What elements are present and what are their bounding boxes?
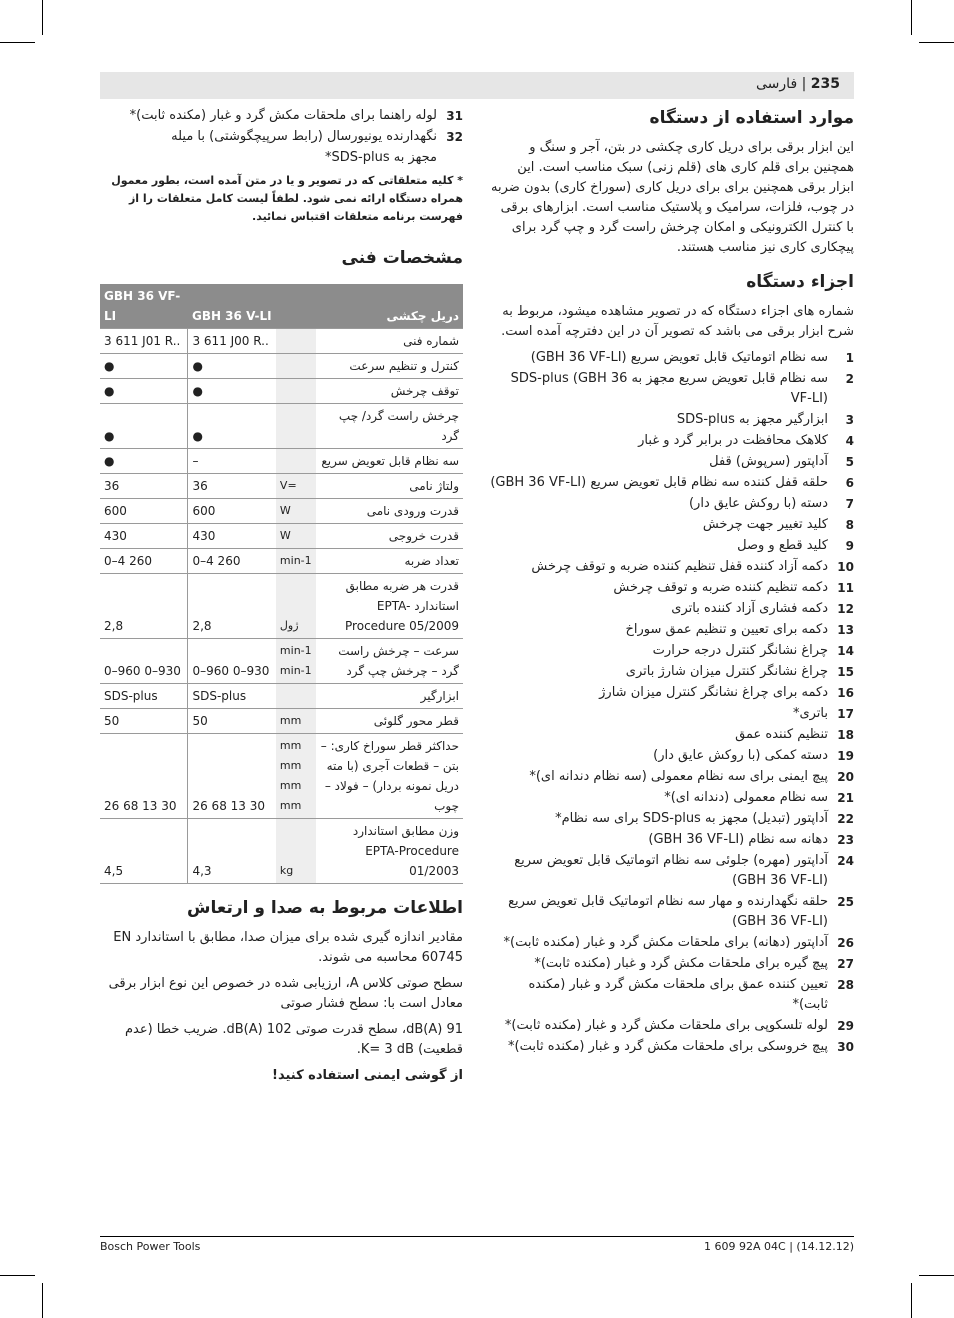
list-item-text: آداپتور (تبدیل) مجهز به SDS-plus برای سه نظام* bbox=[555, 811, 828, 826]
footer-code: 1 609 92A 04C | (14.12.12) bbox=[704, 1240, 854, 1253]
list-item-number: 14 bbox=[837, 644, 854, 658]
list-item-text: لوله تلسکوپی برای ملحقات مکش گرد و غبار (مکنده ثابت)* bbox=[504, 1018, 828, 1033]
specs-cell-lbl: قدرت هر ضربه مطابق استاندارد EPTA-Procedure 05/2009 bbox=[316, 574, 463, 639]
components-heading: اجزاء دستگاه bbox=[746, 272, 854, 292]
list-item-number: 7 bbox=[845, 497, 854, 511]
specs-cell-v2: 430 bbox=[100, 524, 188, 549]
list-item bbox=[490, 536, 854, 556]
list-item-text: سه نظام اتوماتیک قابل تعویض سریع (GBH 36 VF-LI) bbox=[530, 350, 828, 365]
list-item-text: پیچ ایمنی برای سه نظام معمولی (سه نظام دندانه ای)* bbox=[529, 769, 828, 784]
footer-brand: Bosch Power Tools bbox=[100, 1240, 201, 1253]
specs-cell-v2: 600 bbox=[100, 499, 188, 524]
specs-row bbox=[100, 404, 463, 449]
specs-cell-v2: ● bbox=[100, 379, 188, 404]
specs-cell-unit: mm mm mm mm bbox=[276, 734, 316, 819]
specs-cell-v1: ● bbox=[188, 354, 276, 379]
specs-row bbox=[100, 709, 463, 734]
crop-mark bbox=[42, 1283, 43, 1318]
list-item-number: 21 bbox=[837, 791, 854, 805]
list-item-text: چراغ نشانگر کنترل میزان شارژ باتری bbox=[625, 664, 828, 679]
specs-row bbox=[100, 819, 463, 884]
noise-paragraph-1: مقادیر اندازه گیری شده برای میزان صدا، مطابق با استاندارد EN 60745 محاسبه می شوند. bbox=[113, 930, 463, 965]
crop-mark bbox=[919, 42, 954, 43]
list-item-text: پیچ گیره برای ملحقات مکش گرد و غبار (مکنده ثابت)* bbox=[534, 956, 828, 971]
specs-cell-unit bbox=[276, 354, 316, 379]
list-item-number: 24 bbox=[837, 854, 854, 868]
list-item-number: 27 bbox=[837, 957, 854, 971]
specs-cell-lbl: قدرت ورودی نامی bbox=[316, 499, 463, 524]
list-item-text: دکمه آزاد کننده قفل تنظیم کننده ضربه و توقف چرخش bbox=[531, 559, 828, 574]
list-item-text: حلقه قفل کننده سه نظام قابل تعویض سریع (GBH 36 VF-LI) bbox=[490, 475, 828, 490]
specs-cell-lbl: ابزارگیر bbox=[316, 684, 463, 709]
components-intro: شماره های اجزاء دستگاه که در تصویر مشاهده میشود، مربوط به شرح ابزار برقی می باشد که تصویر آن در این دفترچه آمده است. bbox=[501, 304, 854, 339]
specs-cell-unit bbox=[276, 329, 316, 354]
specs-heading: مشخصات فنی bbox=[341, 248, 463, 268]
specs-cell-v2: 26 68 13 30 bbox=[100, 734, 188, 819]
list-item bbox=[490, 452, 854, 472]
specs-header-cell: دریل چکشی bbox=[316, 284, 463, 329]
list-item bbox=[490, 683, 854, 703]
specs-cell-lbl: تعداد ضربه bbox=[316, 549, 463, 574]
specs-cell-unit bbox=[276, 684, 316, 709]
list-item bbox=[490, 746, 854, 766]
specs-cell-v2: 0–960 0–930 bbox=[100, 639, 188, 684]
list-item-number: 25 bbox=[837, 895, 854, 909]
crop-mark bbox=[911, 1283, 912, 1318]
list-item bbox=[490, 557, 854, 577]
specs-cell-v1: 26 68 13 30 bbox=[188, 734, 276, 819]
specs-cell-lbl: شماره فنی bbox=[316, 329, 463, 354]
list-item-number: 18 bbox=[837, 728, 854, 742]
list-item bbox=[490, 954, 854, 974]
specs-cell-lbl: کنترل و تنظیم سرعت bbox=[316, 354, 463, 379]
specs-row bbox=[100, 549, 463, 574]
list-item-text: لوله راهنما برای ملحقات مکش گرد و غبار (مکنده ثابت)* bbox=[129, 108, 437, 123]
list-item-number: 20 bbox=[837, 770, 854, 784]
list-item bbox=[490, 369, 854, 409]
list-item-text: دسته (با روکش عایق دار) bbox=[688, 496, 828, 511]
header-separator: | bbox=[797, 76, 807, 92]
list-item bbox=[490, 473, 854, 493]
intended-use-text: این ابزار برقی برای دریل کاری چکشی در بتن، آجر و سنگ و همچنین برای قلم کاری های (قلم زنی) سبک مناسب است. این ابزار برقی همچنین برای برای دریل کاری (سوراخ کاری) بدون ضربه در چوب، فلزات، سرامیک و پلاستیک مناسب است. ابزارهای برقی با کنترل الکترونیکی و امکان چرخش راست گرد و چپ گرد برای پیچکاری کاری نیز مناسب هستند. bbox=[491, 140, 854, 255]
specs-cell-lbl: توقف چرخش bbox=[316, 379, 463, 404]
specs-row bbox=[100, 474, 463, 499]
list-item bbox=[490, 1037, 854, 1057]
list-item bbox=[490, 830, 854, 850]
specs-cell-v2: ● bbox=[100, 449, 188, 474]
list-item-number: 1 bbox=[845, 351, 854, 365]
specs-cell-unit: ژول bbox=[276, 574, 316, 639]
specs-cell-unit: mm bbox=[276, 709, 316, 734]
list-item-text: دسته کمکی (با روکش عایق دار) bbox=[653, 748, 828, 763]
specs-row bbox=[100, 524, 463, 549]
list-item bbox=[100, 148, 463, 168]
specs-row bbox=[100, 684, 463, 709]
specs-cell-v1: 430 bbox=[188, 524, 276, 549]
specs-cell-v1: – bbox=[188, 449, 276, 474]
specs-cell-v1: 3 611 J00 R.. bbox=[188, 329, 276, 354]
specs-cell-v2: ● bbox=[100, 354, 188, 379]
crop-mark bbox=[919, 1275, 954, 1276]
list-item-text: آداپتور (دهانه) برای ملحقات مکش گرد و غبار (مکنده ثابت)* bbox=[503, 935, 828, 950]
list-item bbox=[490, 662, 854, 682]
crop-mark bbox=[0, 42, 35, 43]
noise-heading: اطلاعات مربوط به صدا و ارتعاش bbox=[187, 898, 463, 918]
specs-cell-lbl: ولتاژ نامی bbox=[316, 474, 463, 499]
list-item-text: تنظیم کننده عمق bbox=[735, 727, 828, 742]
specs-cell-lbl: چرخش راست گرد/ چپ گرد bbox=[316, 404, 463, 449]
list-item-number: 16 bbox=[837, 686, 854, 700]
specs-row bbox=[100, 734, 463, 819]
list-item-text: چراغ نشانگر کنترل درجه حرارت bbox=[652, 643, 828, 658]
specs-cell-v1: 2,8 bbox=[188, 574, 276, 639]
specs-header-row bbox=[100, 284, 463, 329]
list-item bbox=[490, 494, 854, 514]
specs-cell-unit: kg bbox=[276, 819, 316, 884]
specs-cell-unit bbox=[276, 404, 316, 449]
list-item bbox=[490, 975, 854, 1015]
list-item bbox=[490, 725, 854, 745]
list-item bbox=[490, 620, 854, 640]
list-item bbox=[490, 348, 854, 368]
specs-row bbox=[100, 449, 463, 474]
specs-cell-v2: 36 bbox=[100, 474, 188, 499]
page-number: 235 bbox=[810, 76, 840, 92]
components-list bbox=[490, 348, 854, 1057]
specs-cell-v1: 600 bbox=[188, 499, 276, 524]
specs-cell-lbl: سه نظام قابل تعویض سریع bbox=[316, 449, 463, 474]
list-item bbox=[490, 599, 854, 619]
list-item bbox=[490, 578, 854, 598]
list-item-number: 31 bbox=[446, 109, 463, 123]
list-item-number: 22 bbox=[837, 812, 854, 826]
list-item-text: دکمه برای تعیین و تنظیم عمق سوراخ bbox=[625, 622, 828, 637]
footer-rule bbox=[100, 1236, 854, 1237]
specs-row bbox=[100, 379, 463, 404]
list-item bbox=[490, 1016, 854, 1036]
list-item bbox=[490, 767, 854, 787]
list-item-text: آداپتور (مهره) جلوئی سه نظام اتوماتیک قابل تعویض سریع (GBH 36 VF-LI) bbox=[514, 853, 828, 888]
specs-row bbox=[100, 639, 463, 684]
list-item-number: 8 bbox=[845, 518, 854, 532]
list-item-number: 26 bbox=[837, 936, 854, 950]
hearing-protection-warning: از گوشی ایمنی استفاده کنید! bbox=[272, 1068, 463, 1083]
list-item-number: 23 bbox=[837, 833, 854, 847]
list-item-text: دکمه تنظیم کننده ضربه و توقف چرخش bbox=[613, 580, 828, 595]
noise-paragraph-2: سطح صوتی کلاس A، ارزیابی شده در خصوص این نوع ابزار برقی معادل است با: سطح فشار صوتی bbox=[108, 976, 463, 1011]
list-item-text: دکمه برای چراغ نشانگر کنترل میزان شارژ bbox=[599, 685, 828, 700]
specs-cell-v1: 4,3 bbox=[188, 819, 276, 884]
list-item-number: 30 bbox=[837, 1040, 854, 1054]
specs-header-cell: GBH 36 V-LI bbox=[188, 284, 276, 329]
list-item-number: 13 bbox=[837, 623, 854, 637]
list-item bbox=[490, 641, 854, 661]
specs-cell-v2: 50 bbox=[100, 709, 188, 734]
list-item-number: 15 bbox=[837, 665, 854, 679]
right-column bbox=[490, 106, 854, 1058]
noise-paragraph-3: 91 dB(A)، سطح قدرت صوتی 102 dB(A). ضریب خطا (عدم قطعیت) K= 3 dB. bbox=[124, 1022, 463, 1057]
list-item-text: کلید قطع و وصل bbox=[737, 538, 828, 553]
list-item-text: نگهدارنده یونیورسال (رابط سرپیچگوشتی) با میله bbox=[171, 129, 437, 144]
page-header bbox=[100, 72, 854, 99]
list-item-text: ابزارگیر مجهز به SDS-plus bbox=[676, 412, 828, 427]
specs-row bbox=[100, 499, 463, 524]
list-item-text: کلاهک محافظت در برابر گرد و غبار bbox=[638, 433, 828, 448]
list-item-number: 17 bbox=[837, 707, 854, 721]
specs-cell-v2: 4,5 bbox=[100, 819, 188, 884]
specs-cell-unit: W bbox=[276, 524, 316, 549]
list-item-number: 2 bbox=[845, 372, 854, 386]
specs-table bbox=[100, 284, 463, 884]
list-item-number: 11 bbox=[837, 581, 854, 595]
list-item-number: 4 bbox=[845, 434, 854, 448]
specs-cell-unit: min-1 bbox=[276, 549, 316, 574]
specs-cell-lbl: سرعت – چرخش راست گرد – چرخش چپ گرد bbox=[316, 639, 463, 684]
specs-cell-unit bbox=[276, 379, 316, 404]
specs-row bbox=[100, 574, 463, 639]
specs-cell-v2: 2,8 bbox=[100, 574, 188, 639]
list-item-text: دکمه فشاری آزاد کننده باتری bbox=[671, 601, 828, 616]
list-item-text: آداپتور (سرپوش) قفل bbox=[709, 454, 828, 469]
crop-mark bbox=[911, 0, 912, 35]
specs-cell-lbl: حداکثر قطر سوراخ کاری: – بتن – قطعات آجری (با مته دریل نمونه بردار) – فولاد – چوب bbox=[316, 734, 463, 819]
list-item-number: 28 bbox=[837, 978, 854, 992]
list-item-number: 5 bbox=[845, 455, 854, 469]
list-item bbox=[100, 127, 463, 147]
list-item-text: سه نظام معمولی (دندانه ای)* bbox=[664, 790, 828, 805]
specs-cell-lbl: وزن مطابق استاندارد EPTA-Procedure 01/2003 bbox=[316, 819, 463, 884]
specs-header-cell bbox=[276, 284, 316, 329]
specs-cell-unit bbox=[276, 449, 316, 474]
left-column bbox=[100, 106, 463, 1092]
crop-mark bbox=[42, 0, 43, 35]
list-item-number: 9 bbox=[845, 539, 854, 553]
components-list-continued bbox=[100, 106, 463, 168]
list-item bbox=[490, 431, 854, 451]
list-item-text: کلید تغییر جهت چرخش bbox=[702, 517, 828, 532]
list-item bbox=[490, 809, 854, 829]
accessories-note: * کلیه متعلقاتی که در تصویر و یا در متن آمده است، بطور معمول همراه دستگاه ارائه نمی شود. لطفاً لیست کامل متعلقات را از فهرست برنامه متعلقات اقتباس نمائید. bbox=[111, 174, 463, 223]
list-item-number: 10 bbox=[837, 560, 854, 574]
specs-cell-unit: W bbox=[276, 499, 316, 524]
list-item bbox=[490, 515, 854, 535]
specs-header-cell: GBH 36 VF-LI bbox=[100, 284, 188, 329]
list-item bbox=[490, 704, 854, 724]
list-item-number bbox=[437, 148, 463, 168]
specs-cell-lbl: قطر محور گلوئی bbox=[316, 709, 463, 734]
specs-cell-v2: 0–4 260 bbox=[100, 549, 188, 574]
page-language: فارسی bbox=[756, 76, 798, 92]
crop-mark bbox=[0, 1275, 35, 1276]
specs-cell-unit: V= bbox=[276, 474, 316, 499]
list-item bbox=[490, 410, 854, 430]
specs-cell-v1: 50 bbox=[188, 709, 276, 734]
list-item-text: دهانه سه نظام (GBH 36 VF-LI) bbox=[648, 832, 828, 847]
specs-cell-unit: min-1 min-1 bbox=[276, 639, 316, 684]
list-item-text: حلقه نگهدارنده و مهار سه نظام اتوماتیک قابل تعویض سریع (GBH 36 VF-LI) bbox=[508, 894, 828, 929]
specs-row bbox=[100, 354, 463, 379]
specs-cell-v2: SDS-plus bbox=[100, 684, 188, 709]
list-item-number: 12 bbox=[837, 602, 854, 616]
specs-cell-v1: ● bbox=[188, 379, 276, 404]
list-item-text: مجهز به SDS-plus* bbox=[325, 150, 437, 165]
list-item-text: پیچ خروسکی برای ملحقات مکش گرد و غبار (مکنده ثابت)* bbox=[508, 1039, 828, 1054]
list-item-text: تعیین کننده عمق برای ملحقات مکش گرد و غبار (مکنده ثابت)* bbox=[528, 977, 828, 1012]
specs-cell-v2: ● bbox=[100, 404, 188, 449]
list-item bbox=[490, 788, 854, 808]
list-item-text: باتری* bbox=[792, 706, 828, 721]
specs-cell-lbl: قدرت خروجی bbox=[316, 524, 463, 549]
specs-row bbox=[100, 329, 463, 354]
list-item-number: 19 bbox=[837, 749, 854, 763]
specs-cell-v2: 3 611 J01 R.. bbox=[100, 329, 188, 354]
list-item-number: 3 bbox=[845, 413, 854, 427]
list-item bbox=[490, 933, 854, 953]
list-item-number: 32 bbox=[446, 130, 463, 144]
list-item bbox=[490, 892, 854, 932]
specs-cell-v1: 0–4 260 bbox=[188, 549, 276, 574]
specs-cell-v1: ● bbox=[188, 404, 276, 449]
list-item bbox=[490, 851, 854, 891]
list-item-number: 29 bbox=[837, 1019, 854, 1033]
specs-cell-v1: 0–960 0–930 bbox=[188, 639, 276, 684]
specs-cell-v1: 36 bbox=[188, 474, 276, 499]
list-item-text: سه نظام قابل تعویض سریع مجهز به SDS-plus (GBH 36 VF-LI) bbox=[510, 371, 828, 406]
specs-cell-v1: SDS-plus bbox=[188, 684, 276, 709]
intended-use-heading: موارد استفاده از دستگاه bbox=[649, 108, 854, 128]
list-item-number: 6 bbox=[845, 476, 854, 490]
list-item bbox=[100, 106, 463, 126]
